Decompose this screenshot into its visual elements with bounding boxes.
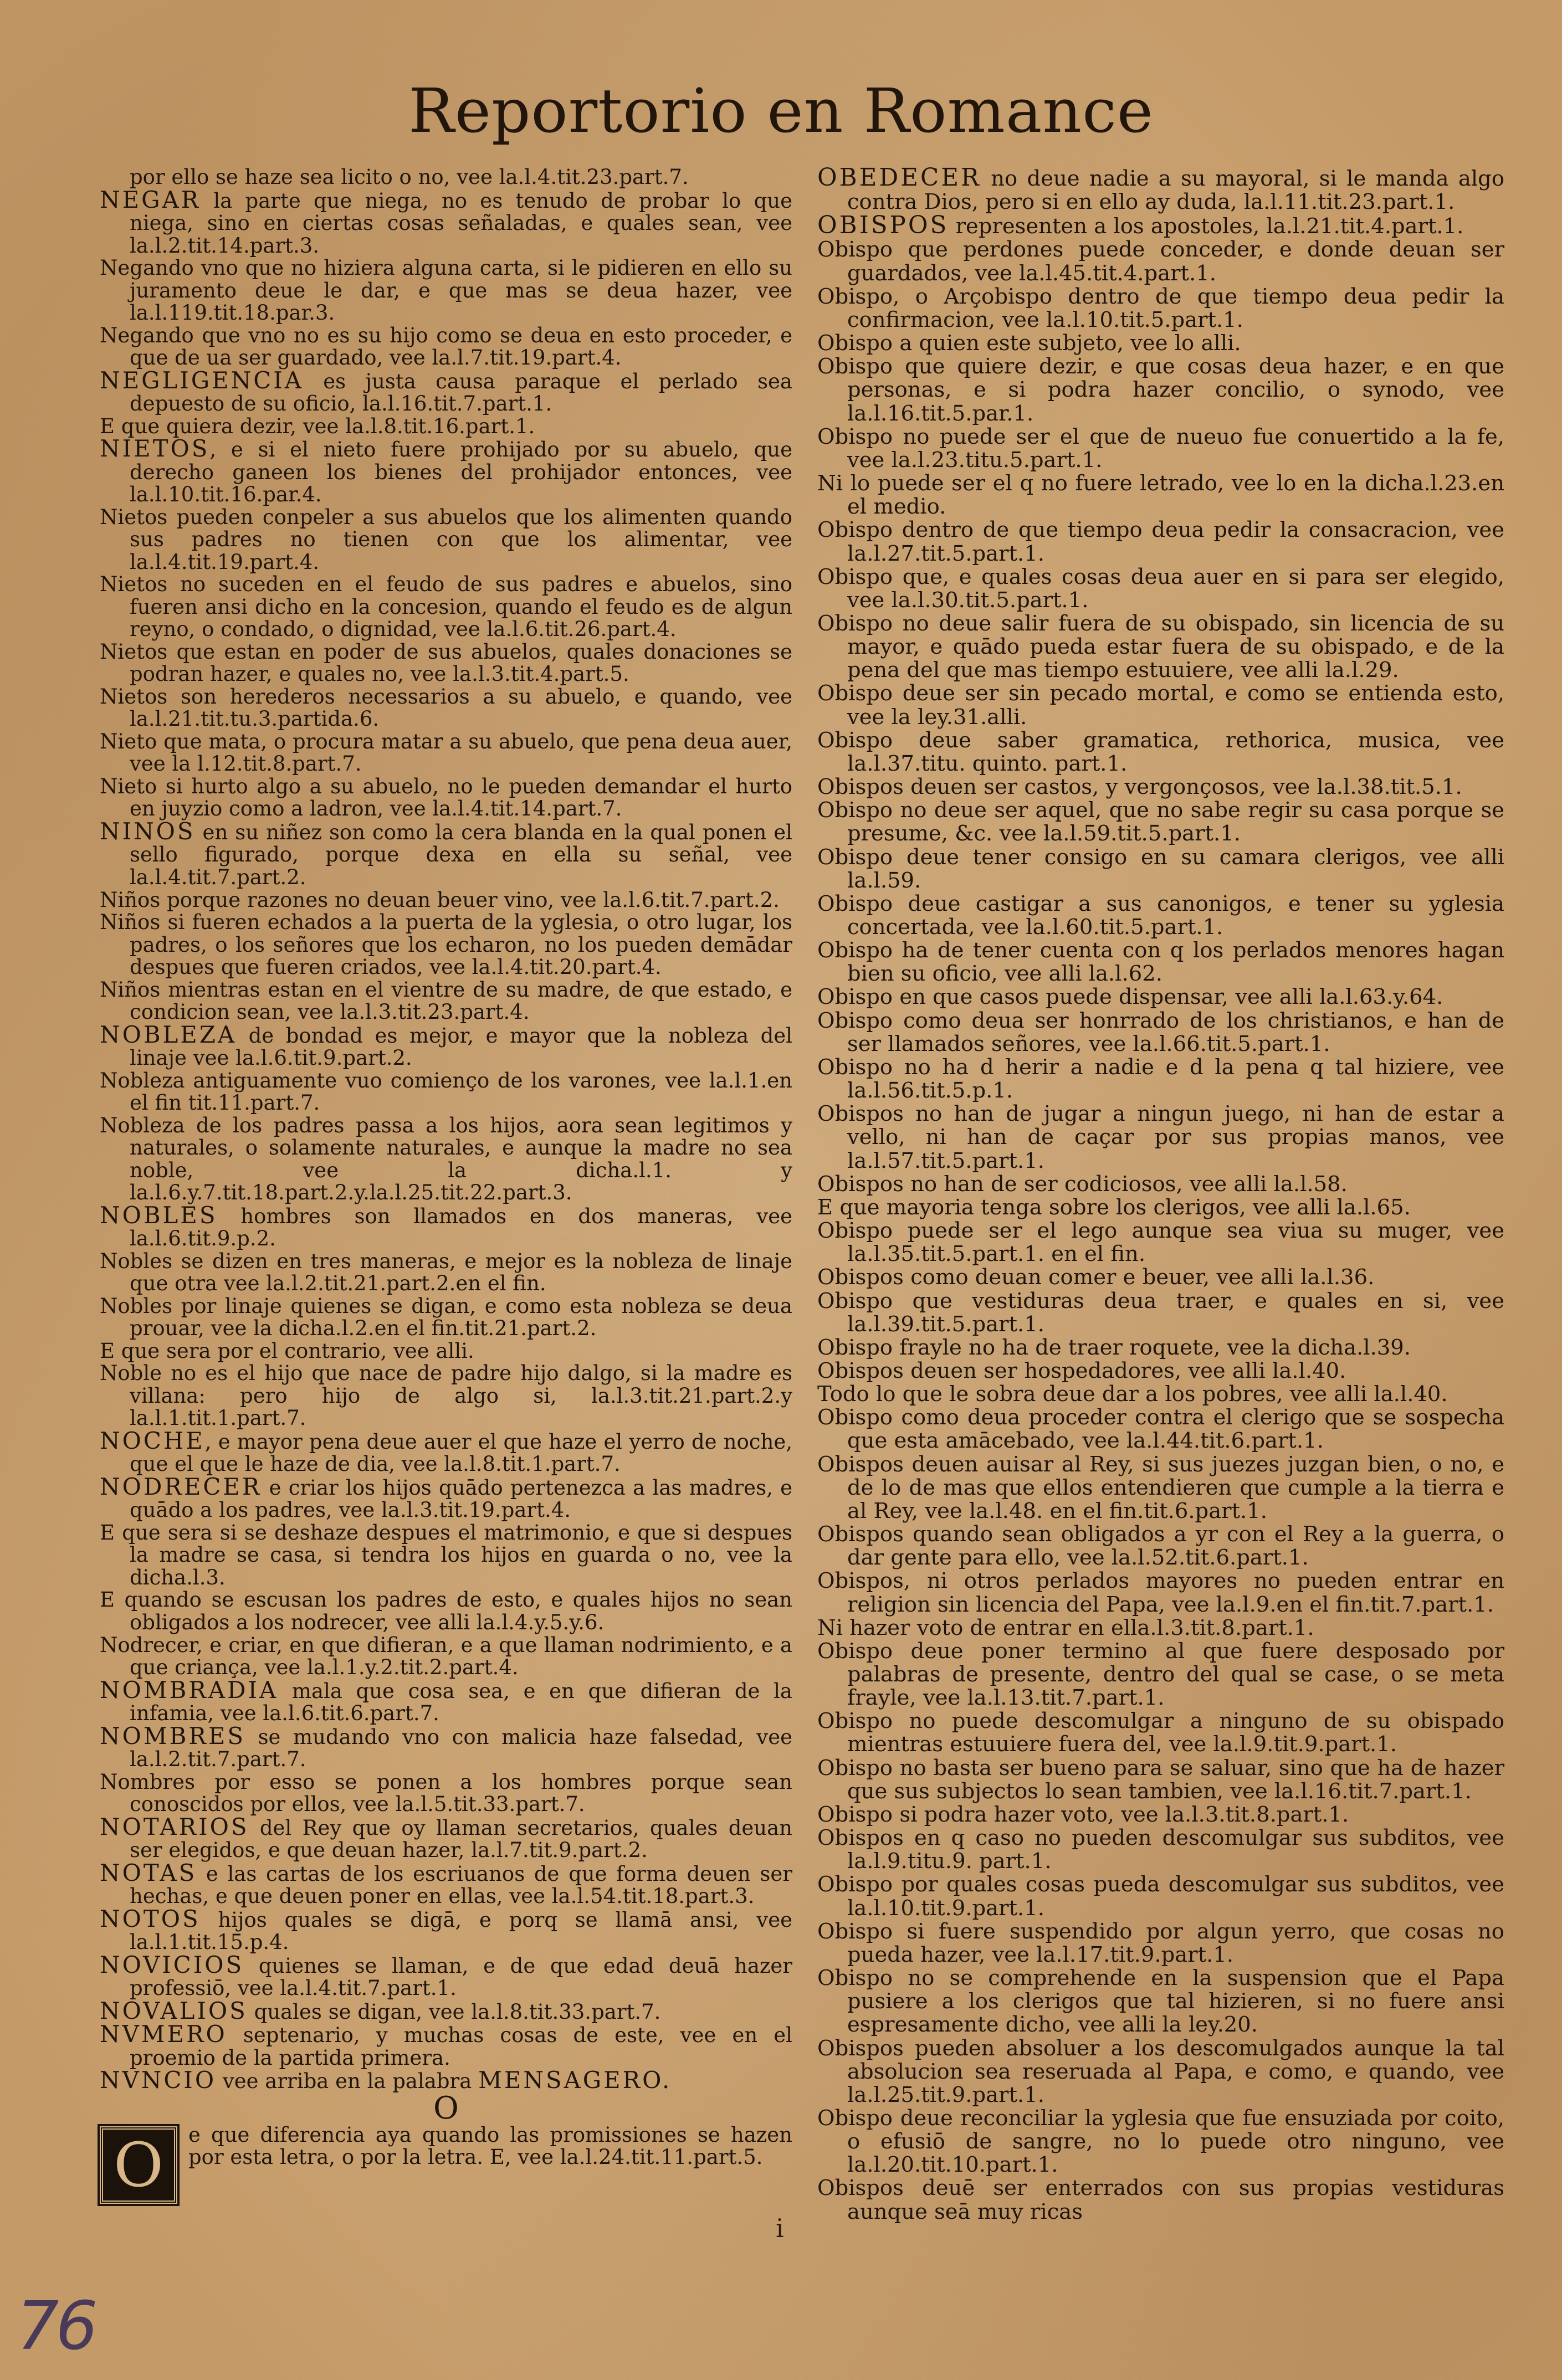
entry-text: Obispo deue reconciliar la yglesia que fue ensuziada por coito, o efusiō de sangre, no lo puede otro ninguno, vee la.l.20.tit.10.part.1. (817, 2105, 1504, 2178)
index-entry (817, 285, 1504, 332)
index-entry (100, 435, 792, 507)
entry-text: , e mayor pena deue auer el que haze el yerro de noche, que el que le haze de dia, vee la.l.8.tit.1.part.7. (130, 1429, 792, 1476)
index-entry (817, 2177, 1504, 2223)
entry-text: Obispo ha de tener cuenta con q los perlados menores hagan bien su oficio, vee alli la.l.62. (817, 938, 1504, 987)
entry-text: no deue nadie a su mayoral, si le manda algo contra Dios, pero si en ello ay duda, la.l.11.tit.23.part.1. (847, 166, 1504, 215)
entry-text: Obispo no deue ser aquel, que no sabe regir su casa porque se presume, &c. vee la.l.59.tit.5.part.1. (817, 798, 1504, 847)
entry-text: Obispos deuen ser castos, y vergonçosos, vee la.l.38.tit.5.1. (817, 774, 1462, 800)
entry-text: Negando vno que no hiziera alguna carta, si le pidieren en ello su juramento deue le dar, e que mas se deua hazer, vee la.l.119.tit.18.par.3. (100, 256, 792, 325)
index-entry (100, 1997, 792, 2024)
entry-headword: NOBLEZA (100, 1020, 237, 1048)
index-entry (100, 366, 792, 416)
entry-text: Nietos no suceden en el feudo de sus padres e abuelos, sino fueren ansi dicho en la concesion, quando el feudo es de algun reyno, o condado, o dignidad, vee la.l.6.tit.26.part.4. (100, 572, 792, 642)
index-entry (817, 332, 1504, 355)
entry-text: Negando que vno no es su hijo como se deua en esto proceder, e que de ua ser guardado, vee la.l.7.tit.19.part.4. (100, 323, 792, 370)
index-entry (100, 1522, 792, 1589)
right-column (817, 166, 1504, 2224)
entry-text: Obispo no puede ser el que de nueuo fue conuertido a la fe, vee la.l.23.titu.5.part.1. (817, 424, 1504, 473)
index-entry (100, 641, 792, 686)
entry-text: Todo lo que le sobra deue dar a los pobres, vee alli la.l.40. (817, 1382, 1448, 1407)
entry-text: Obispo que quiere dezir, e que cosas deua hazer, e en que personas, e si podra hazer concilio, o synodo, vee la.l.16.tit.5.par.1. (817, 354, 1504, 426)
entry-headword: NOTOS (100, 1905, 201, 1932)
entry-text: del Rey que oy llaman secretarios, quales deuan ser elegidos, e que deuan hazer, la.l.7.tit.9.part.2. (130, 1815, 792, 1863)
index-entry (817, 519, 1504, 565)
folio-mark: i (776, 2213, 784, 2243)
index-entry (817, 2037, 1504, 2107)
index-entry (817, 1336, 1504, 1360)
index-entry (817, 1196, 1504, 1219)
entry-text: E que sera por el contrario, vee alli. (100, 1338, 474, 1363)
index-entry (817, 1383, 1504, 1406)
index-entry (100, 1250, 792, 1295)
index-entry (100, 817, 792, 889)
index-entry (100, 416, 792, 438)
index-entry (100, 1951, 792, 2001)
index-entry (817, 1617, 1504, 1640)
entry-text: Obispos deuen ser hospedadores, vee alli la.l.40. (817, 1358, 1346, 1383)
index-entry (100, 1070, 792, 1115)
entry-text: se mudando vno con malicia haze falsedad, vee la.l.2.tit.7.part.7. (130, 1725, 792, 1772)
index-entry (817, 166, 1504, 214)
index-entry (100, 1813, 792, 1863)
index-entry (100, 573, 792, 641)
index-entry (100, 1115, 792, 1204)
index-entry (100, 911, 792, 979)
entry-text: Obispo como deua ser honrrado de los christianos, e han de ser llamados señores, vee la.l.66.tit.5.part.1. (817, 1008, 1504, 1056)
entry-headword: NVNCIO (100, 2066, 217, 2094)
entry-text: mala que cosa sea, e en que difieran de la infamia, vee la.l.6.tit.6.part.7. (130, 1679, 792, 1726)
entry-text: representen a los apostoles, la.l.21.tit.4.part.1. (949, 214, 1464, 239)
index-entry (817, 986, 1504, 1009)
entry-text: Nieto que mata, o procura matar a su abuelo, que pena deua auer, vee la l.12.tit.8.part.7. (100, 729, 792, 776)
entry-text: Obispo dentro de que tiempo deua pedir la consacracion, vee la.l.27.tit.5.part.1. (817, 517, 1504, 566)
entry-headword: OBISPOS (817, 212, 949, 240)
index-entry (817, 846, 1504, 892)
entry-text: Nietos pueden conpeler a sus abuelos que los alimenten quando sus padres no tienen con que los alimentar, vee la.l.4.tit.19.part.4. (100, 505, 792, 574)
index-entry (100, 1589, 792, 1634)
entry-text: Obispos deuē ser enterrados con sus propias vestiduras aunque seā muy ricas (817, 2176, 1504, 2224)
entry-text: Obispo en que casos puede dispensar, vee alli la.l.63.y.64. (817, 984, 1443, 1010)
index-entry (817, 1219, 1504, 1266)
index-entry (817, 1827, 1504, 1873)
index-entry (817, 682, 1504, 729)
index-entry (100, 1722, 792, 1772)
entry-text: hombres son llamados en dos maneras, vee la.l.6.tit.9.p.2. (130, 1204, 792, 1251)
index-entry (100, 257, 792, 325)
entry-text: E que mayoria tenga sobre los clerigos, vee alli la.l.65. (817, 1194, 1411, 1220)
entry-text: Obispos en q caso no pueden descomulgar sus subditos, vee la.l.9.titu.9. part.1. (817, 1825, 1504, 1874)
entry-headword: NOMBRADIA (100, 1676, 279, 1704)
entry-text: E quando se escusan los padres de esto, e quales hijos no sean obligados a los nodrecer, vee alli la.l.4.y.5.y.6. (100, 1588, 792, 1634)
entry-text: Obispo si podra hazer voto, vee la.l.3.tit.8.part.1. (817, 1802, 1349, 1827)
index-entry (100, 731, 792, 776)
index-entry (100, 1295, 792, 1340)
entry-text: Nietos que estan en poder de sus abuelos, quales donaciones se podran hazer, e quales no, vee la.l.3.tit.4.part.5. (100, 639, 792, 686)
index-entry (100, 1201, 792, 1251)
entry-text: Obispo por quales cosas pueda descomulgar sus subditos, vee la.l.10.tit.9.part.1. (817, 1872, 1504, 1921)
index-entry (817, 1009, 1504, 1056)
index-entry (100, 2066, 792, 2094)
index-entry (817, 776, 1504, 799)
entry-text: Ni lo puede ser el q no fuere letrado, vee lo en la dicha.l.23.en el medio. (817, 471, 1504, 520)
handwritten-page-number: 76 (17, 2288, 95, 2365)
entry-text: quales se digan, vee la.l.8.tit.33.part.7. (247, 1999, 661, 2024)
entry-text: Obispo no ha d herir a nadie e d la pena q tal hiziere, vee la.l.56.tit.5.p.1. (817, 1054, 1504, 1104)
entry-text: , e si el nieto fuere prohijado por su abuelo, que derecho ganeen los bienes del prohijador entonces, vee la.l.10.tit.16.par.4. (130, 438, 792, 507)
index-entry (817, 729, 1504, 776)
entry-text: Nobleza antiguamente vuo comienço de los varones, vee la.l.1.en el fin tit.11.part.7. (100, 1068, 792, 1115)
index-entry (100, 1859, 792, 1909)
entry-text: Obispo, o Arçobispo dentro de que tiempo deua pedir la confirmacion, vee la.l.10.tit.5.part.1. (817, 284, 1504, 332)
entry-text: Obispos no han de ser codiciosos, vee alli la.l.58. (817, 1171, 1348, 1197)
entry-headword: NOBLES (100, 1201, 218, 1229)
entry-text: Obispos pueden absoluer a los descomulgados aunque la tal absolucion sea reseruada al Papa, e como, e quando, vee la.l.25.tit.9.part.1. (817, 2035, 1504, 2107)
entry-headword: NOCHE (100, 1427, 205, 1454)
index-entry (817, 1523, 1504, 1569)
entry-headword: NINOS (100, 817, 196, 845)
index-entry (100, 776, 792, 820)
index-entry (817, 612, 1504, 682)
index-entry (100, 1473, 792, 1522)
entry-text: septenario, y muchas cosas de este, vee en el proemio de la partida primera. (130, 2023, 792, 2070)
index-entry (100, 506, 792, 574)
index-entry (100, 166, 792, 189)
index-entry (817, 1710, 1504, 1756)
entry-headword: NODRECER (100, 1473, 262, 1500)
index-entry (100, 325, 792, 370)
entry-headword: NEGLIGENCIA (100, 366, 304, 394)
index-entry (100, 1427, 792, 1476)
entry-text: por ello se haze sea licito o no, vee la.l.4.tit.23.part.7. (130, 165, 689, 189)
index-entry (817, 1453, 1504, 1523)
entry-text: Ni hazer voto de entrar en ella.l.3.tit.8.part.1. (817, 1615, 1314, 1640)
index-entry (817, 1873, 1504, 1920)
entry-text: Nieto si hurto algo a su abuelo, no le pueden demandar el hurto en juyzio como a ladron, vee la.l.4.tit.14.part.7. (100, 774, 792, 821)
entry-text: Niños porque razones no deuan beuer vino, vee la.l.6.tit.7.part.2. (100, 888, 780, 912)
entry-text: Obispo no puede descomulgar a ninguno de su obispado mientras estuuiere fuera del, vee la.l.9.tit.9.part.1. (817, 1709, 1504, 1757)
entry-headword: NIETOS (100, 435, 210, 463)
entry-text: Obispo no basta ser bueno para se saluar, sino que ha de hazer que sus subjectos lo sean tambien, vee la.l.16.tit.7.part.1. (817, 1755, 1504, 1804)
entry-text: Obispos, ni otros perlados mayores no pueden entrar en religion sin licencia del Papa, vee la.l.9.en el fin.tit.7.part.1. (817, 1568, 1504, 1617)
entry-text: Niños si fueren echados a la puerta de la yglesia, o otro lugar, los padres, o los señores que los echaron, no los pueden demādar despues que fueren criados, vee la.l.4.tit.20.part.4. (100, 910, 792, 979)
entry-text: Nombres por esso se ponen a los hombres porque sean conoscidos por ellos, vee la.l.5.tit.33.part.7. (100, 1769, 792, 1817)
entry-headword: NOMBRES (100, 1722, 245, 1750)
left-column (100, 166, 792, 2204)
dropcap-entry (100, 2124, 792, 2204)
entry-text: Obispos quando sean obligados a yr con el Rey a la guerra, o dar gente para ello, vee la.l.52.tit.6.part.1. (817, 1522, 1504, 1571)
entry-text: en su niñez son como la cera blanda en la qual ponen el sello figurado, porque dexa en ella su señal, vee la.l.4.tit.7.part.2. (130, 820, 792, 889)
entry-text: E que quiera dezir, vee la.l.8.tit.16.part.1. (100, 414, 535, 438)
entry-text: hijos quales se digā, e porq se llamā ansi, vee la.l.1.tit.15.p.4. (130, 1907, 792, 1955)
entry-text: Obispo deue castigar a sus canonigos, e tener su yglesia concertada, vee la.l.60.tit.5.part.1. (817, 891, 1504, 940)
index-entry (817, 238, 1504, 285)
entry-headword: NOTAS (100, 1859, 197, 1886)
index-entry (817, 472, 1504, 519)
section-letter: O (433, 2090, 459, 2126)
entry-text: Obispo deue ser sin pecado mortal, e como se entienda esto, vee la ley.31.alli. (817, 681, 1504, 730)
index-entry (817, 566, 1504, 612)
entry-text: Obispo si fuere suspendido por algun yerro, que cosas no pueda hazer, vee la.l.17.tit.9.part.1. (817, 1919, 1504, 1967)
entry-headword: OBEDECER (817, 164, 981, 192)
entry-text: Niños mientras estan en el vientre de su madre, de que estado, e condicion sean, vee la.l.3.tit.23.part.4. (100, 977, 792, 1024)
index-entry (100, 1905, 792, 1955)
index-entry (100, 1340, 792, 1363)
entry-text: Obispo no se comprehende en la suspension que el Papa pusiere a los clerigos que tal hizieren, si no fuere ansi espresamente dicho, vee alli la ley.20. (817, 1966, 1504, 2038)
entry-text: Nietos son herederos necessarios a su abuelo, e quando, vee la.l.21.tit.tu.3.partida.6. (100, 684, 792, 731)
entry-text: Nobles por linaje quienes se digan, e como esta nobleza se deua prouar, vee la dicha.l.2.en el fin.tit.21.part.2. (100, 1294, 792, 1341)
index-entry (817, 2107, 1504, 2177)
entry-text: Obispo no deue salir fuera de su obispado, sin licencia de su mayor, e quādo pueda estar fuera de su obispado, e de la pena del que mas tiempo estuuiere, vee alli la.l.29. (817, 611, 1504, 683)
entry-text: Obispo que vestiduras deua traer, e quales en si, vee la.l.39.tit.5.part.1. (817, 1288, 1504, 1337)
entry-text: Obispo a quien este subjeto, vee lo alli. (817, 331, 1241, 356)
index-entry (817, 1406, 1504, 1453)
entry-text: Obispo como deua proceder contra el clerigo que se sospecha que esta amācebado, vee la.l.44.tit.6.part.1. (817, 1405, 1504, 1454)
entry-text: Obispo que perdones puede conceder, e donde deuan ser guardados, vee la.l.45.tit.4.part.1. (817, 237, 1504, 286)
index-entry (817, 214, 1504, 238)
entry-text: Obispo frayle no ha de traer roquete, vee la dicha.l.39. (817, 1335, 1411, 1360)
entry-text: Nobles se dizen en tres maneras, e mejor es la nobleza de linaje que otra vee la.l.2.tit.21.part.2.en el fin. (100, 1249, 792, 1296)
entry-headword: NOTARIOS (100, 1813, 249, 1840)
entry-text: E que sera si se deshaze despues el matrimonio, e que si despues la madre se casa, si tendra los hijos en guarda o no, vee la dicha.l.3. (100, 1520, 792, 1589)
index-entry (100, 2020, 792, 2070)
index-entry (817, 1102, 1504, 1172)
index-entry (100, 889, 792, 912)
index-entry (100, 686, 792, 731)
index-entry (817, 1757, 1504, 1803)
index-entry (817, 892, 1504, 939)
entry-text: Obispo deue poner termino al que fuere desposado por palabras de presente, dentro del qual se case, o se meta frayle, vee la.l.13.tit.7.part.1. (817, 1638, 1504, 1711)
entry-text: Obispos deuen auisar al Rey, si sus juezes juzgan bien, o no, e de lo de mas que ellos entendieren que cumple a la tierra e al Rey, vee la.l.48. en el fin.tit.6.part.1. (817, 1451, 1504, 1524)
entry-text: Obispos como deuan comer e beuer, vee alli la.l.36. (817, 1265, 1375, 1290)
entry-text: Obispo que, e quales cosas deua auer en si para ser elegido, vee la.l.30.tit.5.part.1. (817, 564, 1504, 613)
index-entry (817, 1266, 1504, 1289)
index-entry (817, 425, 1504, 472)
entry-text: Obispo deue tener consigo en su camara clerigos, vee alli la.l.59. (817, 844, 1504, 893)
index-entry (817, 1920, 1504, 1967)
index-entry (817, 1640, 1504, 1710)
entry-text: Obispo deue saber gramatica, rethorica, musica, vee la.l.37.titu. quinto. part.1. (817, 727, 1504, 776)
entry-text: e las cartas de los escriuanos de que forma deuen ser hechas, e que deuen poner en ellas, vee la.l.54.tit.18.part.3. (130, 1861, 792, 1909)
entry-text: Nobleza de los padres passa a los hijos, aora sean legitimos y naturales, o solamente naturales, e aunque la madre no sea noble, vee la dicha.l.1. y la.l.6.y.7.tit.18.part.2.y.la.l.25.tit.22.part.3. (100, 1113, 792, 1205)
index-entry (100, 979, 792, 1024)
entry-text: es justa causa paraque el perlado sea depuesto de su oficio, la.l.16.tit.7.part.1. (130, 369, 792, 416)
entry-headword: NEGAR (100, 186, 201, 213)
entry-text: Nodrecer, e criar, en que difieran, e a que llaman nodrimiento, e a que criança, vee la.l.1.y.2.tit.2.part.4. (100, 1633, 792, 1680)
index-entry (817, 1967, 1504, 2037)
index-entry (817, 1360, 1504, 1383)
index-entry (817, 1803, 1504, 1827)
index-entry (817, 799, 1504, 845)
index-entry (100, 1676, 792, 1726)
entry-text: Obispos no han de jugar a ningun juego, ni han de estar a vello, ni han de caçar por sus propias manos, vee la.l.57.tit.5.part.1. (817, 1101, 1504, 1173)
index-entry (817, 355, 1504, 425)
entry-text: la parte que niega, no es tenudo de probar lo que niega, sino en ciertas cosas señaladas, e quales sean, vee la.l.2.tit.14.part.3. (130, 188, 792, 258)
index-entry (100, 1634, 792, 1679)
index-entry (100, 1771, 792, 1816)
entry-text: e criar los hijos quādo pertenezca a las madres, e quādo a los padres, vee la.l.3.tit.19.part.4. (130, 1475, 792, 1522)
running-header: Reportorio en Romance (408, 75, 1154, 146)
entry-text: Obispo puede ser el lego aunque sea viua su muger, vee la.l.35.tit.5.part.1. en el fin. (817, 1218, 1504, 1267)
index-entry (100, 1020, 792, 1070)
entry-text: Noble no es el hijo que nace de padre hijo dalgo, si la madre es villana: pero hijo de algo si, la.l.3.tit.21.part.2.y la.l.1.tit.1.part.7. (100, 1361, 792, 1430)
index-entry (817, 939, 1504, 986)
entry-text: vee arriba en la palabra (216, 2069, 479, 2094)
index-entry (100, 1362, 792, 1430)
entry-text: quienes se llaman, e de que edad deuā hazer professiō, vee la.l.4.tit.7.part.1. (130, 1953, 792, 2001)
index-entry (817, 1290, 1504, 1336)
entry-text: e que diferencia aya quando las promissiones se hazen por esta letra, o por la letra. E, vee la.l.24.tit.11.part.5. (188, 2122, 792, 2169)
index-entry (817, 1173, 1504, 1196)
entry-crossref-headword: MENSAGERO. (478, 2066, 672, 2094)
decorated-initial: O (100, 2126, 177, 2204)
entry-headword: NOVICIOS (100, 1951, 244, 1978)
index-entry (817, 1056, 1504, 1102)
index-entry (817, 1569, 1504, 1616)
entry-headword: NOVALIOS (100, 1997, 248, 2024)
entry-text: de bondad es mejor, e mayor que la nobleza del linaje vee la.l.6.tit.9.part.2. (130, 1023, 792, 1070)
entry-headword: NVMERO (100, 2020, 227, 2048)
index-entry (100, 186, 792, 258)
